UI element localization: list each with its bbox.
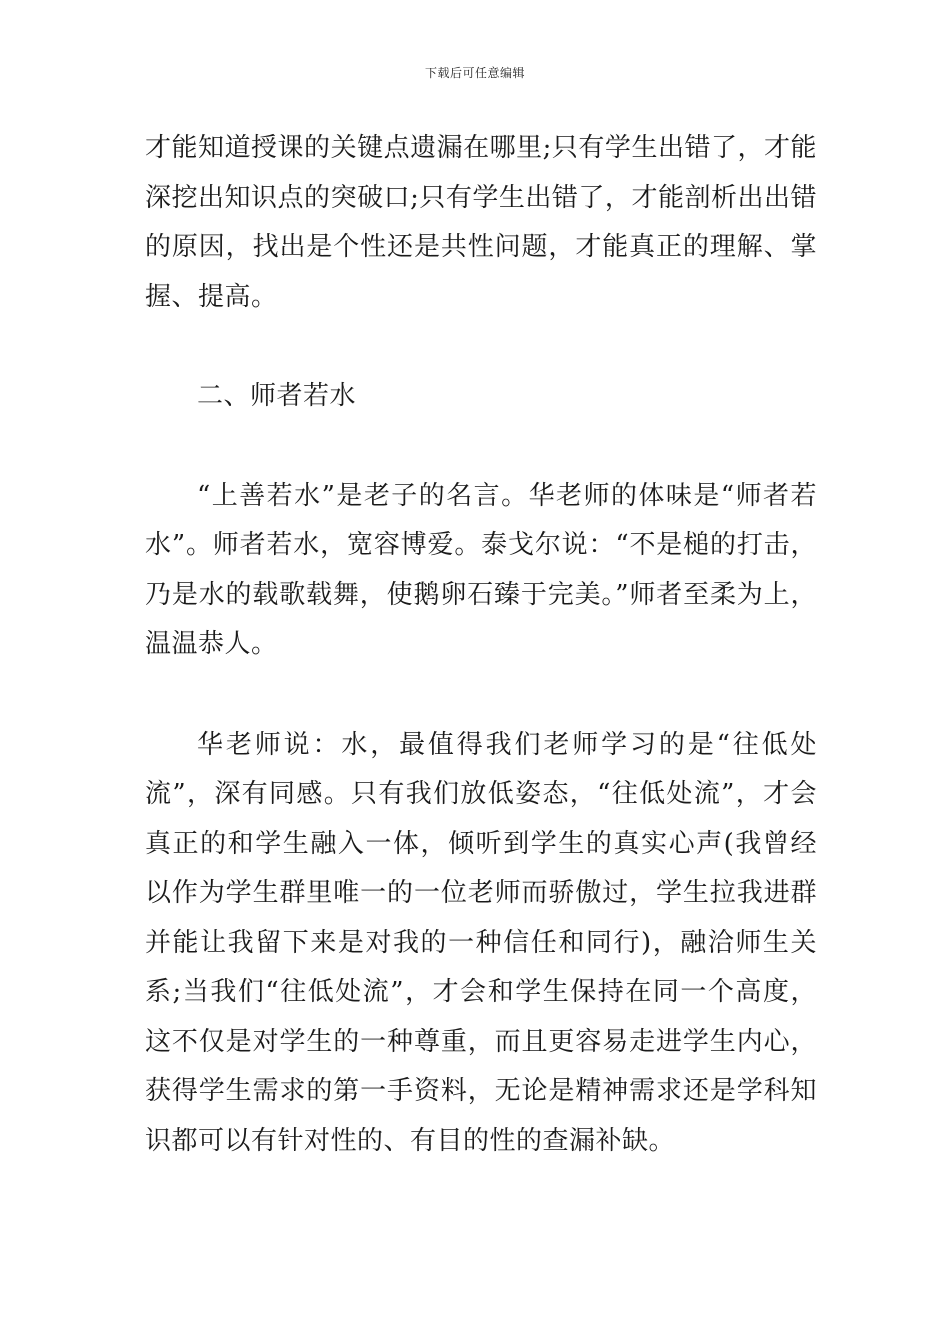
page-header-note: 下载后可任意编辑 xyxy=(424,66,525,80)
paragraph-quote: “上善若水”是老子的名言。华老师的体味是“师者若水”。师者若水，宽容博爱。泰戈尔说：“不是槌的打击，乃是水的载歌载舞，使鹅卵石臻于完美。”师者至柔为上，温温恭人。 xyxy=(145,480,817,659)
paragraph-discussion: 华老师说：水，最值得我们老师学习的是“往低处流”，深有同感。只有我们放低姿态，“往低处流”，才会真正的和学生融入一体，倾听到学生的真实心声(我曾经以作为学生群里唯一的一位老师而骄傲过，学生拉我进群并能让我留下来是对我的一种信任和同行)，融洽师生关系;当我们“往低处流”，才会和学生保持在同一个高度，这不仅是对学生的一种尊重，而且更容易走进学生内心，获得学生需求的第一手资料，无论是精神需求还是学科知识都可以有针对性的、有目的性的查漏补缺。 xyxy=(145,729,817,1156)
document-body xyxy=(145,124,817,1166)
paragraph-continued: 才能知道授课的关键点遗漏在哪里;只有学生出错了，才能深挖出知识点的突破口;只有学生出错了，才能剖析出出错的原因，找出是个性还是共性问题，才能真正的理解、掌握、提高。 xyxy=(145,133,817,312)
section-heading: 二、师者若水 xyxy=(197,381,357,411)
